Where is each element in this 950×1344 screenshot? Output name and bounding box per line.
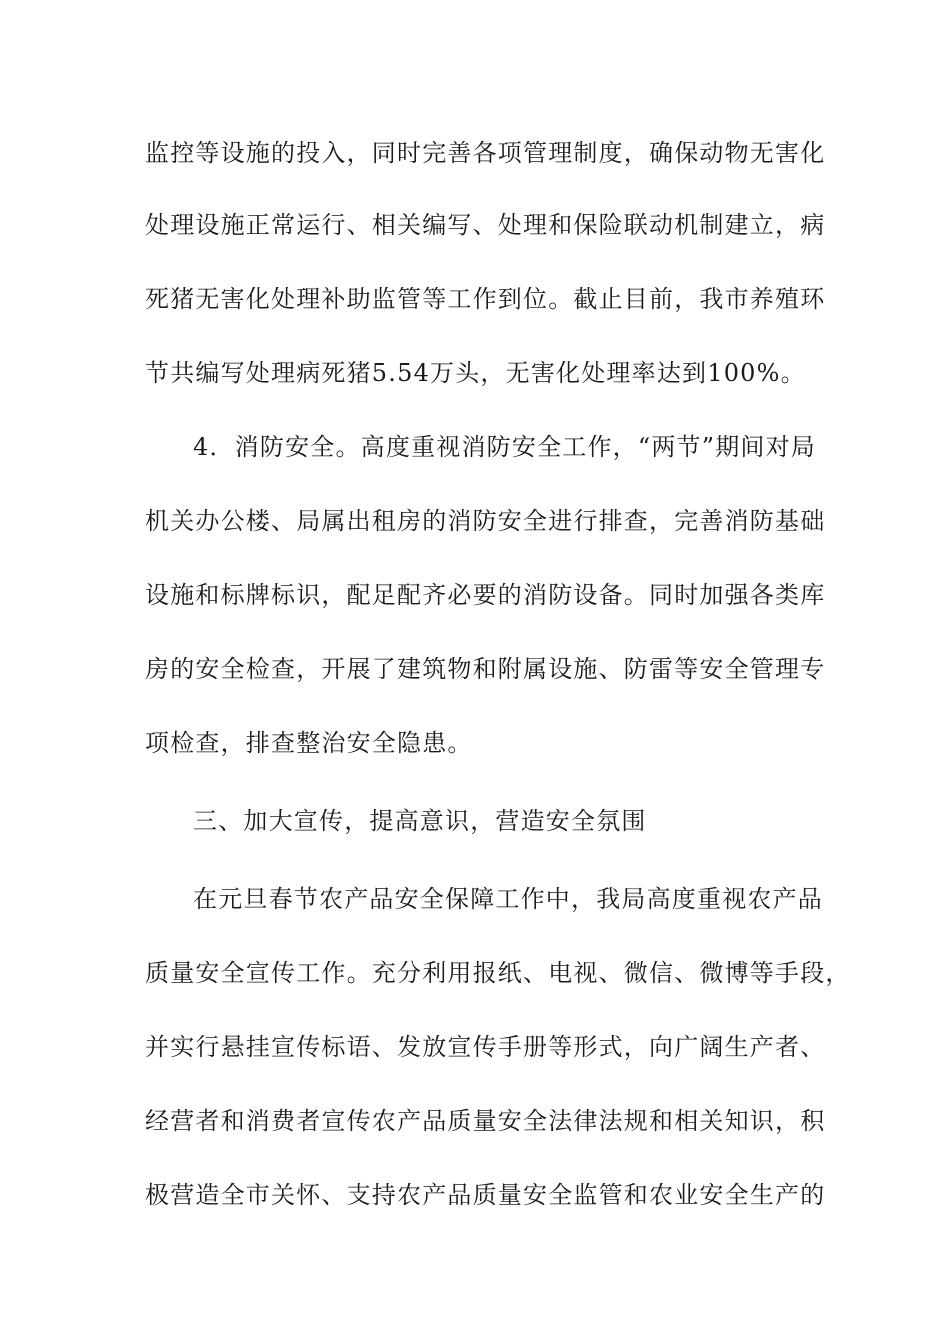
section-item-heading: 4．消防安全。高度重视消防安全工作，“两节”期间对局 (193, 433, 817, 461)
paragraph-line: 死猪无害化处理补助监管等工作到位。截止目前，我市养殖环 (145, 285, 826, 313)
paragraph-line: 经营者和消费者宣传农产品质量安全法律法规和相关知识，积 (145, 1107, 826, 1135)
paragraph-line: 项检查，排查整治安全隐患。 (145, 729, 473, 757)
paragraph-line: 质量安全宣传工作。充分利用报纸、电视、微信、微博等手段， (145, 959, 851, 987)
paragraph-line: 在元旦春节农产品安全保障工作中，我局高度重视农产品 (193, 885, 823, 913)
paragraph-line: 节共编写处理病死猪5.54万头，无害化处理率达到100%。 (145, 359, 806, 387)
paragraph-line: 处理设施正常运行、相关编写、处理和保险联动机制建立，病 (145, 211, 826, 239)
section-heading: 三、加大宣传，提高意识，营造安全氛围 (193, 807, 647, 835)
paragraph-line: 机关办公楼、局属出租房的消防安全进行排查，完善消防基础 (145, 507, 826, 535)
paragraph-line: 并实行悬挂宣传标语、发放宣传手册等形式，向广阔生产者、 (145, 1033, 826, 1061)
paragraph-line: 房的安全检查，开展了建筑物和附属设施、防雷等安全管理专 (145, 655, 826, 683)
paragraph-line: 设施和标牌标识，配足配齐必要的消防设备。同时加强各类库 (145, 581, 826, 609)
paragraph-line: 极营造全市关怀、支持农产品质量安全监管和农业安全生产的 (145, 1181, 826, 1209)
paragraph-line: 监控等设施的投入，同时完善各项管理制度，确保动物无害化 (145, 139, 826, 167)
